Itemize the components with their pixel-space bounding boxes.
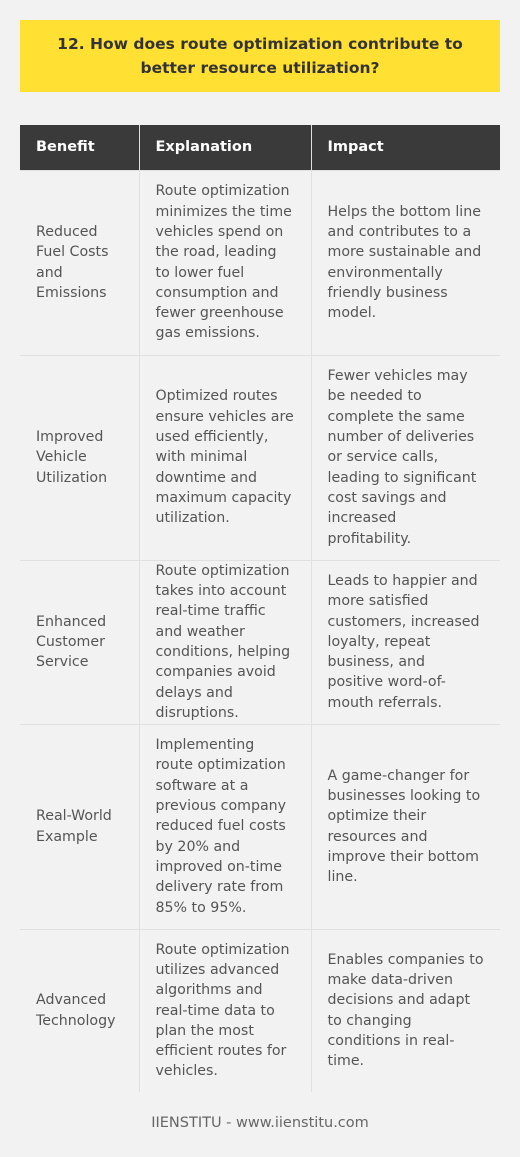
cell-impact: Leads to happier and more satisfied customers, increased loyalty, repeat business, and positive word-of-mouth referrals. bbox=[311, 560, 500, 724]
cell-impact: Fewer vehicles may be needed to complete the same number of deliveries or service calls, leading to significant cost savings and increased profitability. bbox=[311, 355, 500, 560]
cell-benefit: Enhanced Customer Service bbox=[20, 560, 139, 724]
cell-benefit: Real-World Example bbox=[20, 724, 139, 929]
table-header bbox=[20, 125, 500, 170]
page-title: 12. How does route optimization contribute to better resource utilization? bbox=[57, 35, 463, 77]
benefits-table bbox=[20, 125, 500, 1092]
cell-benefit: Advanced Technology bbox=[20, 929, 139, 1092]
table-row bbox=[20, 355, 500, 560]
cell-impact: Enables companies to make data-driven decisions and adapt to changing conditions in real-time. bbox=[311, 929, 500, 1092]
cell-explanation: Optimized routes ensure vehicles are used efficiently, with minimal downtime and maximum capacity utilization. bbox=[139, 355, 311, 560]
cell-explanation: Route optimization utilizes advanced algorithms and real-time data to plan the most efficient routes for vehicles. bbox=[139, 929, 311, 1092]
table-header-row bbox=[20, 125, 500, 170]
column-header-benefit: Benefit bbox=[20, 125, 139, 170]
footer-credit: IIENSTITU - www.iienstitu.com bbox=[151, 1115, 369, 1131]
table-row bbox=[20, 170, 500, 355]
column-header-explanation: Explanation bbox=[139, 125, 311, 170]
table-row bbox=[20, 560, 500, 724]
table-body bbox=[20, 170, 500, 1092]
cell-benefit: Improved Vehicle Utilization bbox=[20, 355, 139, 560]
table-row bbox=[20, 724, 500, 929]
cell-explanation: Implementing route optimization software at a previous company reduced fuel costs by 20% and improved on-time delivery rate from 85% to 95%. bbox=[139, 724, 311, 929]
column-header-impact: Impact bbox=[311, 125, 500, 170]
cell-impact: Helps the bottom line and contributes to a more sustainable and environmentally friendly business model. bbox=[311, 170, 500, 355]
cell-impact: A game-changer for businesses looking to optimize their resources and improve their bottom line. bbox=[311, 724, 500, 929]
table-row bbox=[20, 929, 500, 1092]
cell-explanation: Route optimization takes into account real-time traffic and weather conditions, helping companies avoid delays and disruptions. bbox=[139, 560, 311, 724]
cell-explanation: Route optimization minimizes the time vehicles spend on the road, leading to lower fuel consumption and fewer greenhouse gas emissions. bbox=[139, 170, 311, 355]
cell-benefit: Reduced Fuel Costs and Emissions bbox=[20, 170, 139, 355]
title-banner bbox=[20, 20, 500, 92]
